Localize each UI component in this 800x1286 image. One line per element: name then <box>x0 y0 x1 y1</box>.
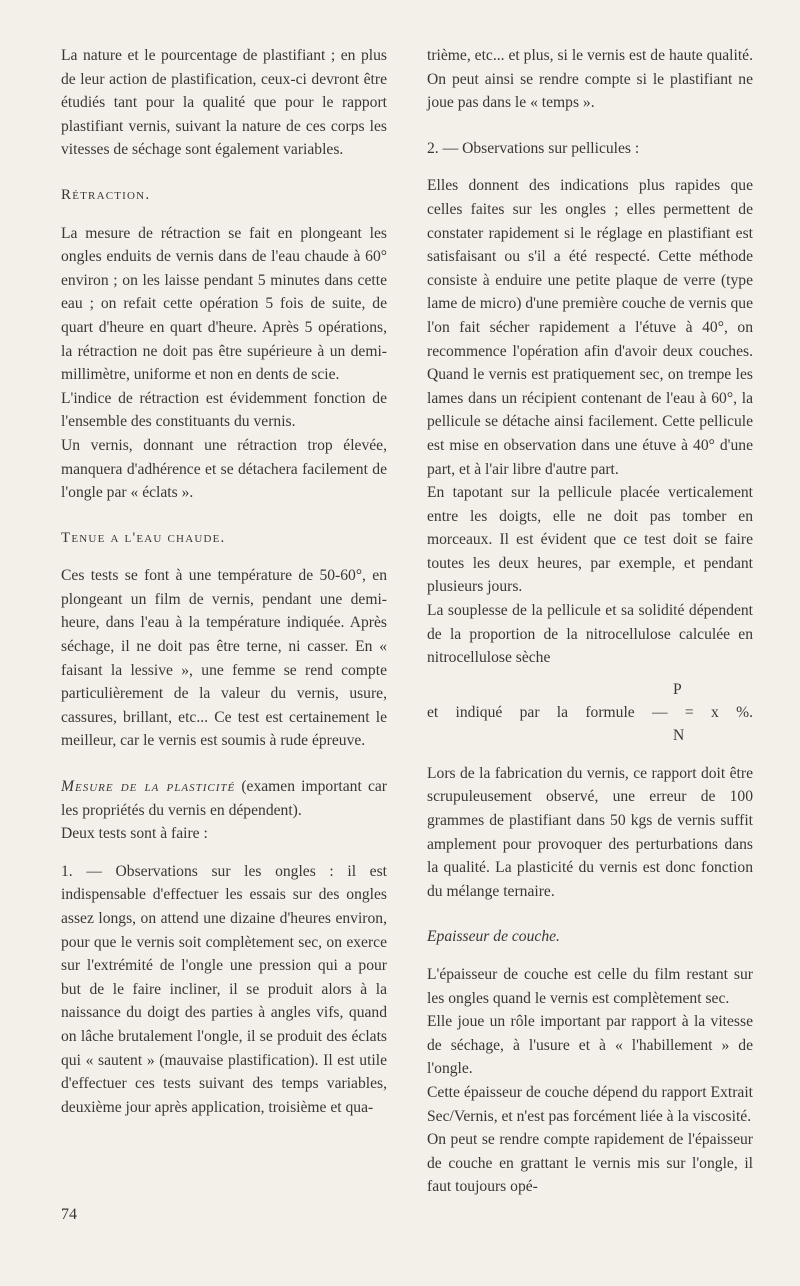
observations-ongles-paragraph: 1. — Observations sur les ongles : il est indispensable d'effectuer les essais sur des ongles assez longs, on attend une dizaine d'heures environ, pour que le vernis soit complètement sec, on exerce sur l'extrémité de l'ongle une pression qui a pour but de le faire incliner, il se produit alors à la naissance du doigt des parties à angles vifs, quand on lâche brutalement l'ongle, il se produit des éclats qui « sautent » (mauvaise plastification). Il est utile d'effectuer ces tests suivant des temps variables, deuxième jour après application, troisième et qua- <box>61 862 387 1116</box>
continuation-paragraph: trième, etc... et plus, si le vernis est de haute qualité. On peut ainsi se rendre compte si le plastifiant ne joue pas dans le « temps ». <box>427 47 753 112</box>
pellicules-paragraph-1: Elles donnent des indications plus rapides que celles faites sur les ongles ; elles permettent de constater rapidement si le réglage en plastifiant est satisfaisant ou s'il a été respecté. Cette méthode consiste à enduire une petite plaque de verre (type lame de micro) d'une première couche de vernis que l'on fait sécher rapidement a l'étuve à 40°, on recommence l'opération afin d'avoir deux couches. Quand le vernis est pratiquement sec, on trempe les lames dans un récipient contenant de l'eau à 60°, la pellicule se détache ainsi facilement. Cette pellicule est mise en observation dans une étuve à 40° d'une part, et à l'air libre d'autre part. <box>427 177 753 478</box>
formula-bar: — <box>652 703 668 721</box>
formula-denominator: N <box>673 726 685 744</box>
formula-lead: et indiqué par la formule <box>427 703 635 721</box>
mesure-heading-rest: (examen important car les propriétés du vernis en dépendent). <box>61 778 387 819</box>
epaisseur-heading: Epaisseur de couche. <box>427 928 560 946</box>
fabrication-paragraph: Lors de la fabrication du vernis, ce rapport doit être scrupuleusement observé, une erreur de 100 grammes de plastifiant dans 50 kgs de vernis suffit amplement pour provoquer des perturbations dans la qualité. La plasticité du vernis est donc fonction du mélange ternaire. <box>427 764 753 900</box>
pellicules-paragraph-2: En tapotant sur la pellicule placée verticalement entre les doigts, elle ne doit pas tomber en morceaux. Il est évident que ce test doit se faire toutes les deux heures, par exemple, et pendant plusieurs jours. <box>427 484 753 596</box>
mesure-heading-title: Mesure de la plasticité <box>61 778 236 796</box>
deux-tests-line: Deux tests sont à faire : <box>61 825 208 843</box>
observations-pellicules-heading: 2. — Observations sur pellicules : <box>427 139 640 157</box>
intro-paragraph: La nature et le pourcentage de plastifiant ; en plus de leur action de plastification, ceux-ci devront être étudiés tant pour la qualité que pour le rapport plastifiant vernis, suivant la nature de ces corps les vitesses de séchage sont également variables. <box>61 47 387 159</box>
mesure-heading <box>61 775 387 822</box>
retraction-paragraph-3: Un vernis, donnant une rétraction trop élevée, manquera d'adhérence et se détachera facilement de l'ongle par « éclats ». <box>61 436 387 502</box>
page-number: 74 <box>61 1206 77 1223</box>
epaisseur-paragraph-3: Cette épaisseur de couche dépend du rapport Extrait Sec/Vernis, et n'est pas forcément liée à la viscosité. <box>427 1083 753 1125</box>
epaisseur-paragraph-1: L'épaisseur de couche est celle du film restant sur les ongles quand le vernis est complètement sec. <box>427 966 753 1007</box>
formula-equals: = <box>684 703 694 721</box>
formula-result: x %. <box>711 703 753 721</box>
pellicules-paragraph-3: La souplesse de la pellicule et sa solidité dépendent de la proportion de la nitrocellulose calculée en nitrocellulose sèche <box>427 602 753 667</box>
formula-numerator: P <box>673 680 682 698</box>
epaisseur-paragraph-4: On peut se rendre compte rapidement de l'épaisseur de couche en grattant le vernis mis sur l'ongle, il faut toujours opé- <box>427 1131 753 1196</box>
retraction-heading: Rétraction. <box>61 186 151 203</box>
formula-line <box>427 701 753 725</box>
retraction-paragraph-1: La mesure de rétraction se fait en plongeant les ongles enduits de vernis dans de l'eau chaude à 60° environ ; on les laisse pendant 5 minutes dans cette eau ; on refait cette opération 5 fois de suite, de quart d'heure en quart d'heure. Après 5 opérations, la rétraction ne doit pas être supérieure à un demi-millimètre, uniforme et non en dents de scie. <box>61 224 387 384</box>
left-column <box>61 44 387 1119</box>
epaisseur-paragraph-2: Elle joue un rôle important par rapport à la vitesse de séchage, à l'usure et à « l'habillement » de l'ongle. <box>427 1013 753 1078</box>
tenue-paragraph: Ces tests se font à une température de 50-60°, en plongeant un film de vernis, pendant une demi-heure, dans l'eau à la température indiquée. Après séchage, il ne doit pas être terne, ni casser. En « faisant la lessive », une femme se rend compte particulièrement de la valeur du vernis, usure, cassures, brillant, etc... Ce test est certainement le meilleur, car le vernis est soumis à rude épreuve. <box>61 567 387 750</box>
right-column <box>427 44 753 1199</box>
tenue-heading: Tenue a l'eau chaude. <box>61 529 226 546</box>
retraction-paragraph-2: L'indice de rétraction est évidemment fonction de l'ensemble des constituants du vernis. <box>61 389 387 431</box>
formula <box>427 678 753 748</box>
